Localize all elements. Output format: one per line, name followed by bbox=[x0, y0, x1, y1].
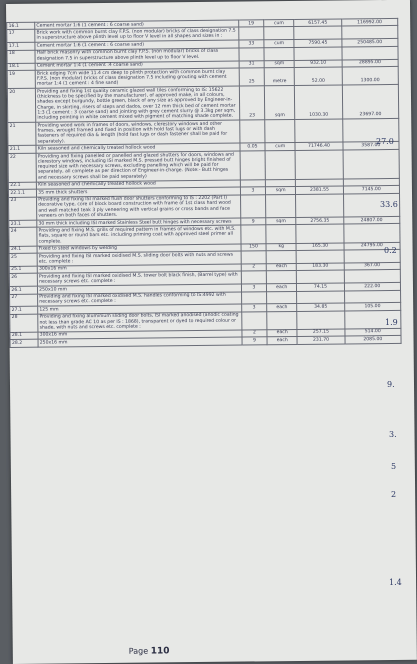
item-number-cell: 22.1.1 bbox=[8, 189, 36, 197]
rate-cell bbox=[295, 150, 343, 179]
amount-cell: 116992.00 bbox=[342, 18, 398, 26]
description-cell: Providing and fixing ISI marked oxidised M.S. sliding door bolts with nuts and screws etc. complete : bbox=[37, 251, 241, 266]
rate-cell bbox=[294, 26, 342, 39]
rate-cell: 6157.45 bbox=[294, 19, 342, 27]
handwritten-note: 3. bbox=[389, 430, 397, 439]
item-number-cell: 16.1 bbox=[7, 22, 35, 30]
handwritten-note: 5 bbox=[391, 462, 397, 471]
description-cell: 125 mm bbox=[37, 304, 241, 314]
amount-cell: 514.00 bbox=[345, 328, 401, 336]
item-number-cell: 23 bbox=[9, 197, 37, 221]
unit-cell: sqm bbox=[266, 217, 296, 225]
quantity-cell: 9 bbox=[240, 218, 266, 226]
item-number-cell: 23.1 bbox=[9, 220, 37, 228]
quantity-cell: 31 bbox=[239, 60, 265, 68]
quantity-cell: 3 bbox=[241, 304, 267, 312]
description-cell: Providing wood work in frames of doors, windows, clerestory windows and other frames, wrought framed and fixed in position with hold fast lugs or with dash fasteners of required dia & length (hold fast lugs or dash fastener shall be paid for separately). bbox=[36, 120, 240, 146]
page-label: Page bbox=[128, 646, 149, 656]
handwritten-note: 1.4 bbox=[389, 578, 402, 587]
quantity-cell bbox=[241, 312, 267, 330]
table-row bbox=[7, 84, 398, 122]
handwritten-note: 1.9 bbox=[385, 318, 398, 327]
unit-cell bbox=[266, 194, 296, 218]
rate-cell: 71746.40 bbox=[295, 142, 343, 150]
amount-cell: 3587.00 bbox=[343, 142, 399, 150]
quantity-cell bbox=[239, 120, 265, 144]
item-number-cell: 26 bbox=[9, 273, 37, 286]
quantity-cell bbox=[239, 48, 265, 61]
amount-cell bbox=[342, 26, 398, 39]
unit-cell: metre bbox=[265, 68, 295, 86]
unit-cell bbox=[265, 150, 295, 179]
amount-cell bbox=[344, 224, 400, 243]
quantity-cell: 23 bbox=[239, 86, 265, 120]
description-cell: Providing and fixing ISI marked oxidised M.S. tower bolt black finish, (Barrel type) with necessary screws etc. complete : bbox=[37, 271, 241, 286]
unit-cell: kg bbox=[266, 243, 296, 251]
rate-cell bbox=[296, 224, 344, 243]
rate-cell: 74.15 bbox=[297, 283, 345, 291]
description-cell: Providing and fixing 1st quality ceramic glazed wall tiles conforming to IS: 15622 (thickness to be specified by the manufacturer), of approved make, in all colours, shades except burgundy, bottle green, black of any size as approved by Engineer-in-Charge, in skirting, risers of steps and dados, over 12 mm thick bed of cement mortar 1:3 (1 cement : 3 coarse sand) and jointing with grey cement slurry @ 3.3kg per sqm, including pointing in white cement mixed with pigment of matching shade complete. bbox=[35, 86, 239, 122]
description-cell: Providing and fixing aluminium sliding door bolts, ISI marked anodised (anodic coating not less than grade AC 10 as per IS : 1868), transparent or dyed to required colour or shade, with nuts and screws etc. complete : bbox=[38, 312, 242, 332]
amount-cell: 250485.00 bbox=[342, 39, 398, 47]
item-number-cell: 28.2 bbox=[10, 340, 38, 348]
rate-cell: 34.85 bbox=[297, 303, 345, 311]
amount-cell bbox=[343, 149, 399, 178]
amount-cell: 23697.00 bbox=[342, 84, 398, 119]
rate-cell: 1030.30 bbox=[294, 85, 342, 119]
item-number-cell: 20 bbox=[7, 88, 35, 122]
unit-cell bbox=[266, 225, 296, 243]
item-number-cell: 27 bbox=[10, 294, 38, 307]
rate-cell: 257.15 bbox=[297, 329, 345, 337]
rate-cell bbox=[296, 270, 344, 283]
description-cell: Providing and fixing M.S. grills of required pattern in frames of windows etc. with M.S. flats, square or round bars etc. including priming coat with approved steel primer all complete. bbox=[37, 225, 241, 245]
handwritten-note: 27.0 bbox=[376, 137, 394, 146]
unit-cell bbox=[266, 250, 296, 263]
description-cell: Brick work with common burnt clay F.P.S. (non modular) bricks of class designation 7.5 in superstructure above plinth level up to floor V level in all shapes and sizes in : bbox=[35, 28, 239, 43]
unit-cell: each bbox=[267, 304, 297, 312]
quantity-cell: 2 bbox=[241, 330, 267, 338]
item-number-cell: 18.1 bbox=[7, 63, 35, 71]
item-number-cell: 27.1 bbox=[10, 306, 38, 314]
unit-cell: sqm bbox=[266, 187, 296, 195]
handwritten-note: 0.2 bbox=[384, 246, 397, 255]
item-number-cell: 19 bbox=[7, 70, 35, 88]
amount-cell: 2085.00 bbox=[345, 336, 401, 344]
quantity-cell: 19 bbox=[238, 20, 264, 28]
description-cell: Providing and fixing panelled or panelled and glazed shutters for doors, windows and clerestory windows, including ISI marked M.S. pressed butt hinges bright finished of required size with necessary screws, excluding panelling which will be paid for separately, all complete as per direction of Engineer-in-charge. (Note:- Butt hinges and necessary screws shall be paid separately) bbox=[36, 151, 240, 182]
description-cell: 30 mm thick including ISI marked Stainless Steel butt hinges with necessary screws bbox=[37, 218, 241, 228]
amount-cell: 222.00 bbox=[344, 282, 400, 290]
page-number: 110 bbox=[150, 646, 170, 657]
amount-cell: 24795.00 bbox=[344, 242, 400, 250]
item-number-cell: 25.1 bbox=[9, 266, 37, 274]
unit-cell: sqm bbox=[264, 60, 294, 68]
rate-cell: 2756.35 bbox=[296, 217, 344, 225]
unit-cell bbox=[267, 291, 297, 304]
description-cell: Kiln seasoned and chemically treated hollock wood bbox=[36, 143, 240, 153]
quantity-cell: 25 bbox=[239, 68, 265, 86]
description-cell: 300x16 mm bbox=[37, 264, 241, 274]
item-number-cell: 26.1 bbox=[9, 286, 37, 294]
description-cell: 250x10 mm bbox=[37, 284, 241, 294]
rate-cell: 52.00 bbox=[294, 67, 342, 86]
amount-cell: 28895.00 bbox=[342, 59, 398, 67]
description-cell: Cement mortar 1:4 (1 cement :4 coarse sand) bbox=[35, 61, 239, 71]
handwritten-note: 9. bbox=[387, 380, 395, 389]
quantity-cell: 0.05 bbox=[240, 143, 266, 151]
rate-cell bbox=[297, 290, 345, 303]
quantity-cell bbox=[240, 225, 266, 243]
item-number-cell: 21 bbox=[8, 122, 36, 146]
amount-cell: 24807.00 bbox=[344, 216, 400, 224]
unit-cell: each bbox=[267, 284, 297, 292]
unit-cell: cum bbox=[264, 40, 294, 48]
rate-cell: 183.30 bbox=[296, 263, 344, 271]
unit-cell: cum bbox=[265, 143, 295, 151]
item-number-cell: 24.1 bbox=[9, 246, 37, 254]
unit-cell: each bbox=[267, 337, 297, 345]
item-number-cell: 21.1 bbox=[8, 146, 36, 154]
description-cell: Fixed to steel windows by welding bbox=[37, 244, 241, 254]
handwritten-note: 33.6 bbox=[380, 200, 398, 209]
description-cell: Half brick masonry with common burnt clay F.P.S. (non modular) bricks of class designation 7.5 in superstructure above plinth level up to floor V level. bbox=[35, 48, 239, 63]
amount-cell bbox=[344, 290, 400, 303]
description-cell: Providing and fixing ISI marked oxidised M.S. handles conforming to IS:4992 with necessary screws etc. complete : bbox=[37, 292, 241, 307]
item-number-cell: 22 bbox=[8, 153, 36, 182]
rate-cell: 7590.45 bbox=[294, 39, 342, 47]
description-cell: 250x16 mm bbox=[38, 337, 242, 347]
description-cell: Kiln seasoned and chemically treated hollock wood bbox=[36, 180, 240, 190]
description-cell: Providing and fixing ISI marked flush door shutters conforming to IS : 2202 (Part I) decorative type, core of block board construction with frame of 1st class hard wood and well matched teak 3 ply veneering with vertical grains or cross bands and face veneers on both faces of shutters. bbox=[36, 195, 240, 221]
item-number-cell: 17 bbox=[7, 30, 35, 43]
unit-cell: sqm bbox=[265, 86, 295, 120]
quantity-cell bbox=[240, 194, 266, 218]
quantity-cell bbox=[238, 27, 264, 40]
handwritten-note: 2 bbox=[391, 490, 397, 499]
unit-cell bbox=[265, 120, 295, 144]
amount-cell bbox=[342, 46, 398, 59]
rate-cell bbox=[296, 194, 344, 218]
item-number-cell: 28.1 bbox=[10, 332, 38, 340]
rate-cell: 932.10 bbox=[294, 60, 342, 68]
quantity-cell bbox=[240, 151, 266, 180]
quantity-cell: 150 bbox=[241, 243, 267, 251]
description-cell: Brick edging 7cm wide 11.4 cm deep to plinth protection with common burnt clay F.P.S. (non modular) bricks of class designation 7.5 including grouting with cement mortar 1:4 (1 cement : 4 fine sand) bbox=[35, 68, 239, 88]
bill-of-quantities-table bbox=[6, 18, 401, 348]
amount-cell: 105.00 bbox=[345, 303, 401, 311]
quantity-cell: 33 bbox=[238, 40, 264, 48]
unit-cell bbox=[267, 311, 297, 329]
quantity-cell: 3 bbox=[241, 284, 267, 292]
unit-cell bbox=[264, 47, 294, 60]
rate-cell bbox=[294, 47, 342, 60]
unit-cell: each bbox=[267, 329, 297, 337]
quantity-cell: 2 bbox=[241, 264, 267, 272]
description-cell: 300x16 mm bbox=[38, 330, 242, 340]
rate-cell bbox=[297, 311, 345, 330]
unit-cell bbox=[264, 27, 294, 40]
item-number-cell: 25 bbox=[9, 253, 37, 266]
amount-cell: 7145.00 bbox=[343, 185, 399, 193]
quantity-cell bbox=[241, 291, 267, 304]
amount-cell: 367.00 bbox=[344, 262, 400, 270]
document-page bbox=[6, 0, 417, 664]
amount-cell: 1300.00 bbox=[342, 66, 398, 85]
item-number-cell: 24 bbox=[9, 228, 37, 246]
quantity-cell bbox=[241, 251, 267, 264]
unit-cell: cum bbox=[264, 19, 294, 27]
quantity-cell bbox=[241, 271, 267, 284]
amount-cell bbox=[344, 270, 400, 283]
quantity-cell: 3 bbox=[240, 187, 266, 195]
rate-cell: 2381.55 bbox=[296, 186, 344, 194]
rate-cell bbox=[296, 250, 344, 263]
rate-cell: 165.30 bbox=[296, 242, 344, 250]
description-cell: 35 mm thick shutters bbox=[36, 187, 240, 197]
unit-cell bbox=[267, 271, 297, 284]
rate-cell bbox=[295, 119, 343, 143]
table-row bbox=[8, 149, 399, 182]
item-number-cell: 18 bbox=[7, 50, 35, 63]
item-number-cell: 22.1 bbox=[8, 182, 36, 190]
item-number-cell: 17.1 bbox=[7, 42, 35, 50]
description-cell: Cement mortar 1:6 (1 cement : 6 coarse sand) bbox=[34, 20, 238, 30]
description-cell: Cement mortar 1:6 (1 cement : 6 coarse sand) bbox=[35, 40, 239, 50]
item-number-cell: 28 bbox=[10, 314, 38, 332]
rate-cell: 231.70 bbox=[297, 336, 345, 344]
unit-cell: each bbox=[267, 263, 297, 271]
page-footer bbox=[129, 646, 170, 656]
table-body bbox=[7, 18, 401, 347]
quantity-cell: 9 bbox=[242, 337, 268, 345]
